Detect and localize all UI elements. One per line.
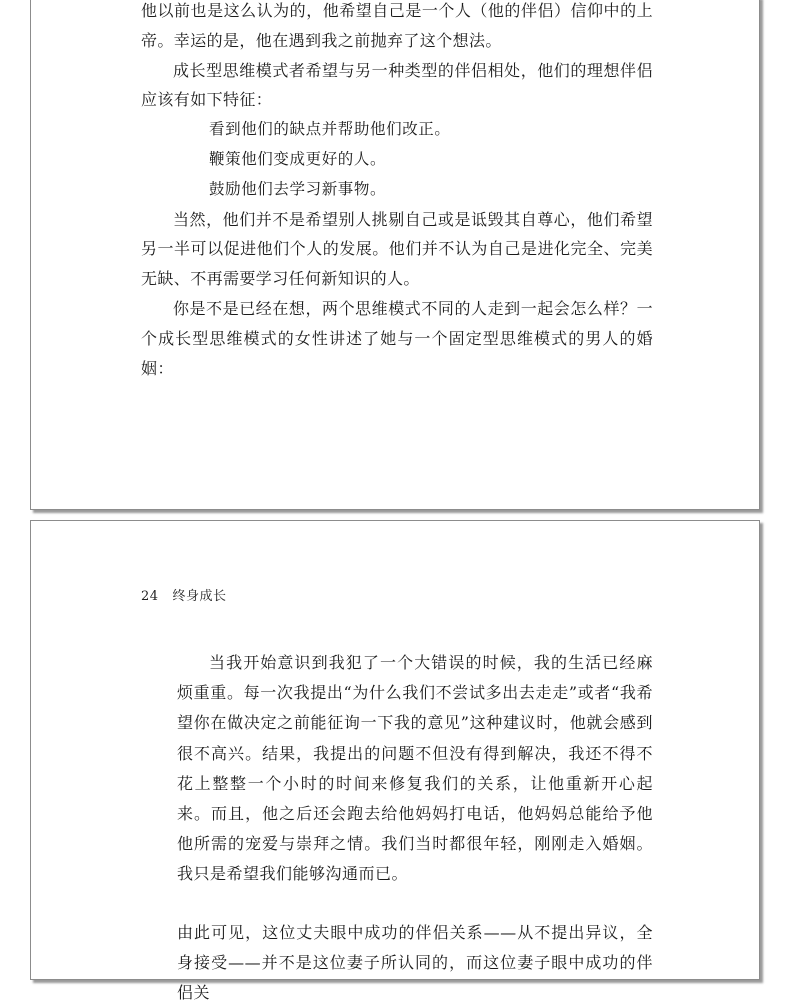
paragraph: 你是不是已经在想，两个思维模式不同的人走到一起会怎么样？一个成长型思维模式的女性讲述了她与一个固定型思维模式的男人的婚姻：	[141, 298, 653, 378]
page-top	[30, 0, 760, 510]
page-bottom	[30, 520, 760, 1002]
running-head	[141, 585, 227, 604]
page-bottom-body	[177, 918, 653, 1008]
list-item: 鼓励他们去学习新事物。	[209, 179, 387, 198]
paragraph: 他以前也是这么认为的，他希望自己是一个人（他的伴侣）信仰中的上帝。幸运的是，他在遇到我之前抛弃了这个想法。	[141, 1, 653, 50]
paragraph: 由此可见，这位丈夫眼中成功的伴侣关系——从不提出异议，全身接受——并不是这位妻子所认同的，而这位妻子眼中成功的伴侣关	[177, 923, 653, 1002]
running-title: 终身成长	[172, 589, 227, 604]
page-top-body	[141, 0, 653, 383]
block-quote	[177, 648, 653, 890]
paragraph: 当然，他们并不是希望别人挑剔自己或是诋毁其自尊心，他们希望另一半可以促进他们个人的发展。他们并不认为自己是进化完全、完美无缺、不再需要学习任何新知识的人。	[141, 209, 653, 289]
page-number: 24	[141, 589, 159, 604]
list-item: 看到他们的缺点并帮助他们改正。	[209, 120, 451, 139]
list-item: 鞭策他们变成更好的人。	[209, 149, 387, 168]
paragraph: 成长型思维模式者希望与另一种类型的伴侣相处，他们的理想伴侣应该有如下特征：	[141, 60, 653, 110]
quote-paragraph: 当我开始意识到我犯了一个大错误的时候，我的生活已经麻烦重重。每一次我提出“为什么我们不尝试多出去走走”或者“我希望你在做决定之前能征询一下我的意见”这种建议时，他就会感到很不高兴。结果，我提出的问题不但没有得到解决，我还不得不花上整整一个小时的时间来修复我们的关系，让他重新开心起来。而且，他之后还会跑去给他妈妈打电话，他妈妈总能给予他他所需的宠爱与崇拜之情。我们当时都很年轻，刚刚走入婚姻。我只是希望我们能够沟通而已。	[177, 653, 653, 884]
